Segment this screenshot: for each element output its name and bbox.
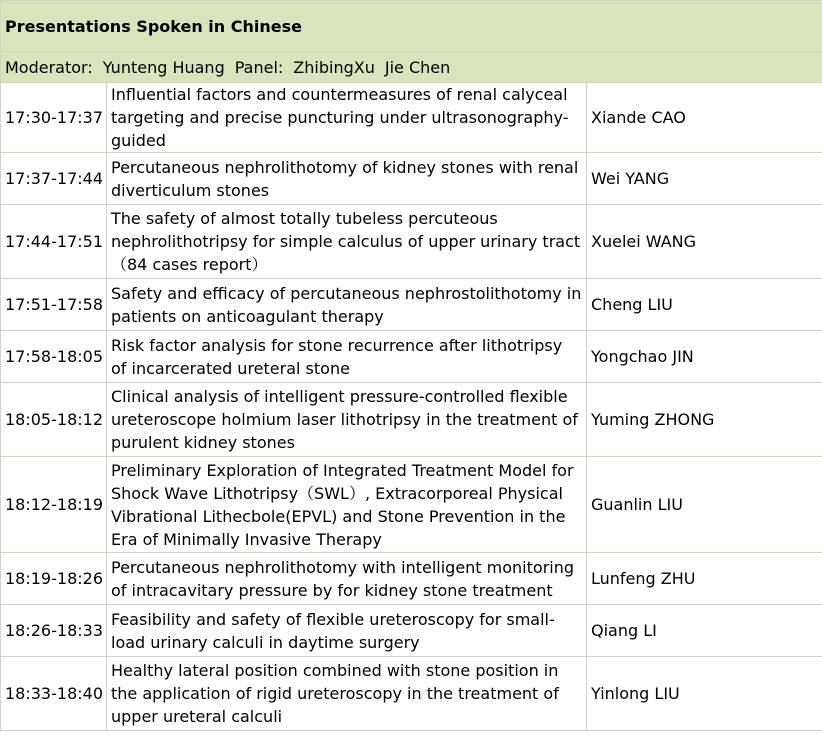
table-row [1,83,822,153]
section-title-row [1,1,822,52]
presentation-title: Influential factors and countermeasures of renal calyceal targeting and precise puncturing under ultrasonography-guided [107,83,587,153]
time-slot: 18:33-18:40 [1,657,107,731]
panel-member: Jie Chen [384,57,451,77]
section-title: Presentations Spoken in Chinese [1,1,822,52]
speaker-name: Yongchao JIN [587,331,822,383]
table-row [1,657,822,731]
time-slot: 18:12-18:19 [1,457,107,553]
table-row [1,605,822,657]
moderator-name: Yunteng Huang [102,57,225,77]
table-row [1,279,822,331]
presentation-title: Feasibility and safety of flexible ureteroscopy for small-load urinary calculi in daytime surgery [107,605,587,657]
speaker-name: Xuelei WANG [587,205,822,279]
table-row [1,331,822,383]
speaker-name: Yinlong LIU [587,657,822,731]
presentation-title: Clinical analysis of intelligent pressure-controlled flexible ureteroscope holmium laser lithotripsy in the treatment of purulent kidney stones [107,383,587,457]
time-slot: 17:30-17:37 [1,83,107,153]
time-slot: 18:19-18:26 [1,553,107,605]
speaker-name: Wei YANG [587,153,822,205]
time-slot: 17:37-17:44 [1,153,107,205]
speaker-name: Yuming ZHONG [587,383,822,457]
table-row [1,383,822,457]
speaker-name: Xiande CAO [587,83,822,153]
table-row [1,153,822,205]
presentation-title: Healthy lateral position combined with stone position in the application of rigid ureteroscopy in the treatment of upper ureteral calculi [107,657,587,731]
presentation-title: Risk factor analysis for stone recurrence after lithotripsy of incarcerated ureteral stone [107,331,587,383]
time-slot: 18:26-18:33 [1,605,107,657]
panel-label: Panel: [234,57,284,77]
time-slot: 17:44-17:51 [1,205,107,279]
moderator-label: Moderator: [5,57,93,77]
speaker-name: Qiang LI [587,605,822,657]
table-row [1,457,822,553]
panel-member: ZhibingXu [293,57,375,77]
time-slot: 17:58-18:05 [1,331,107,383]
presentation-title: Percutaneous nephrolithotomy with intelligent monitoring of intracavitary pressure by for kidney stone treatment [107,553,587,605]
presentation-title: Percutaneous nephrolithotomy of kidney stones with renal diverticulum stones [107,153,587,205]
time-slot: 17:51-17:58 [1,279,107,331]
table-row [1,205,822,279]
speaker-name: Cheng LIU [587,279,822,331]
moderator-row [1,52,822,83]
presentation-title: The safety of almost totally tubeless percuteous nephrolithotripsy for simple calculus of upper urinary tract （84 cases report） [107,205,587,279]
presentation-title: Preliminary Exploration of Integrated Treatment Model for Shock Wave Lithotripsy（SWL）, Extracorporeal Physical Vibrational Lithecbole(EPVL) and Stone Prevention in the Era of Minimally Invasive Therapy [107,457,587,553]
table-row [1,553,822,605]
presentation-title: Safety and efficacy of percutaneous nephrostolithotomy in patients on anticoagulant therapy [107,279,587,331]
moderator-cell [1,52,822,83]
speaker-name: Guanlin LIU [587,457,822,553]
time-slot: 18:05-18:12 [1,383,107,457]
speaker-name: Lunfeng ZHU [587,553,822,605]
